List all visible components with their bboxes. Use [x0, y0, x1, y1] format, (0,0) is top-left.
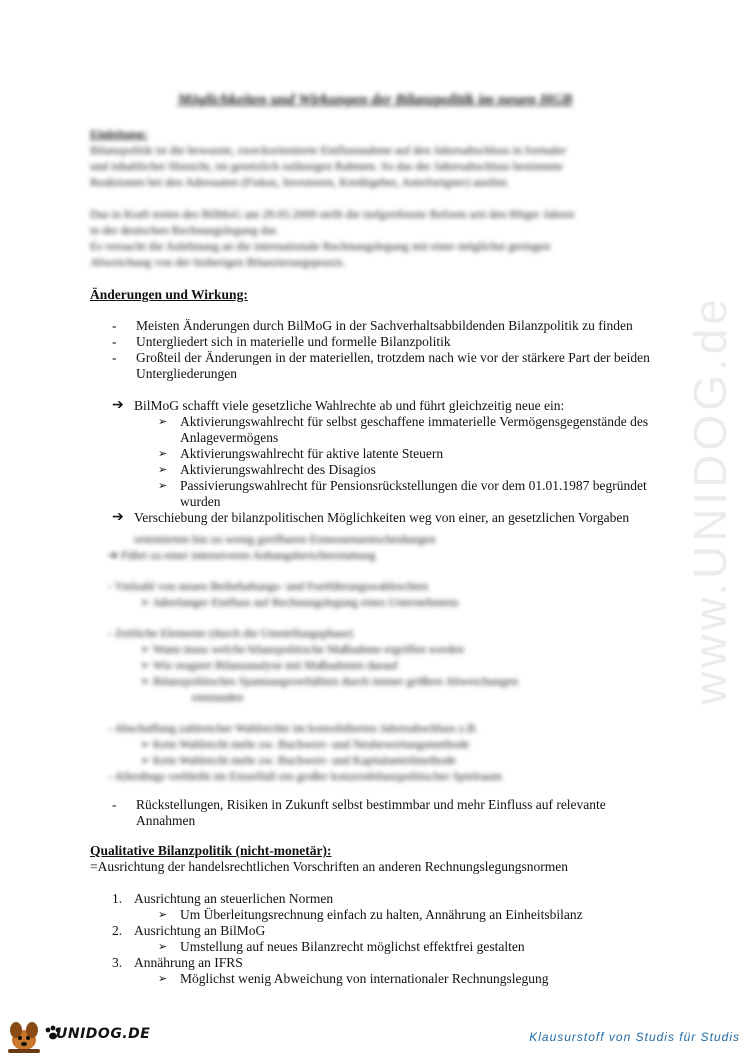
watermark-text: www.UNIDOG.de: [684, 295, 737, 705]
watermark: [684, 270, 737, 730]
blurred-line: entstanden: [192, 690, 244, 704]
sub-item-text: Aktivierungswahlrecht des Disagios: [180, 462, 376, 477]
list-item: [112, 318, 672, 334]
section-heading-aenderungen: Änderungen und Wirkung:: [90, 287, 248, 302]
intro2-line: Es versucht die Anlehnung an die internationale Rechnungslegung mit einer möglichst geringen: [90, 239, 551, 253]
blurred-line: ➢ Bilanzpolitisches Spannungsverhältnis durch immer größere Abweichungen: [140, 674, 518, 688]
blurred-line: - Vielzahl von neuen Beibehaltungs- und Fortführungswahlrechten: [108, 579, 429, 593]
arrow-bullet-icon: ➔: [112, 510, 124, 525]
list-item-text: Großteil der Änderungen in der materiellen, trotzdem nach wie vor der stärkere Part der beiden Untergliederungen: [136, 350, 650, 381]
sub-bullet-icon: ➢: [158, 973, 168, 985]
intro2-line: Abweichung von der bisherigen Bilanzierungspraxis.: [90, 255, 346, 269]
blurred-line: ➢ Wie reagiert Bilanzanalyse mit Maßnahmen darauf: [140, 658, 398, 672]
intro2-line: Das in Kraft treten des BilMoG am 29.05.2009 stellt die tiefgreifenste Reform seit den 80iger Jahren: [90, 207, 575, 221]
blurred-line: ➢ Jahrelanger Einfluss auf Rechnungslegung eines Unternehmens: [140, 595, 459, 609]
sub-list-item: [158, 446, 658, 462]
dog-icon: [8, 1022, 40, 1053]
dash-bullet: -: [112, 334, 117, 349]
list-item-text: Meisten Änderungen durch BilMoG in der Sachverhaltsabbildenden Bilanzpolitik zu finden: [136, 318, 633, 333]
arrow-item: [112, 510, 672, 526]
numbered-item-text: Ausrichtung an BilMoG: [134, 923, 266, 938]
arrow-item-text: BilMoG schafft viele gesetzliche Wahlrechte ab und führt gleichzeitig neue ein:: [134, 398, 565, 413]
list-item-text: Untergliedert sich in materielle und formelle Bilanzpolitik: [136, 334, 451, 349]
list-item-text: Rückstellungen, Risiken in Zukunft selbst bestimmbar und mehr Einfluss auf relevante Annahmen: [136, 797, 606, 828]
section-definition: =Ausrichtung der handelsrechtlichen Vorschriften an anderen Rechnungslegungsnormen: [90, 859, 568, 874]
sub-list-item: [158, 939, 658, 955]
intro-heading: Einleitung:: [90, 127, 148, 141]
sub-bullet-icon: ➢: [158, 448, 168, 460]
numbered-item: [112, 891, 672, 907]
sub-bullet-icon: ➢: [158, 909, 168, 921]
sub-item-text: Möglichst wenig Abweichung von internationaler Rechnungslegung: [180, 971, 549, 986]
dash-bullet: -: [112, 350, 117, 365]
blurred-line: ➔ Führt zu einer intensiveren Anhangsberichterstattung: [108, 548, 376, 562]
sub-item-text: Umstellung auf neues Bilanzrecht möglichst effektfrei gestalten: [180, 939, 525, 954]
sub-bullet-icon: ➢: [158, 480, 168, 492]
blurred-line: orientierten hin zu wenig greifbaren Ermessensentscheidungen: [134, 532, 436, 546]
list-item: [112, 797, 672, 829]
blurred-line: - Allerdings verbleibt im Einzelfall ein großer konzernbilanzpolitischer Spielraum: [108, 769, 502, 783]
arrow-item-text: Verschiebung der bilanzpolitischen Möglichkeiten weg von einer, an gesetzlichen Vorgaben: [134, 510, 630, 525]
list-item: [112, 334, 672, 350]
sub-list-item: [158, 971, 658, 987]
numbered-item-text: Ausrichtung an steuerlichen Normen: [134, 891, 334, 906]
item-number: 1.: [112, 891, 123, 906]
list-item: [112, 350, 672, 382]
intro-line: und inhaltlicher Hinsicht, im gesetzlich zulässigen Rahmen. So das der Jahresabschluss bestimmte: [90, 159, 563, 173]
intro2-line: in der deutschen Rechnungslegung dar.: [90, 223, 279, 237]
sub-item-text: Passivierungswahlrecht für Pensionsrückstellungen die vor dem 01.01.1987 begründet wurden: [180, 478, 647, 509]
intro-line: Bilanzpolitik ist die bewusste, zweckorientierte Einflussnahme auf den Jahresabschluss in formaler: [90, 143, 567, 157]
numbered-item-text: Annährung an IFRS: [134, 955, 243, 970]
document-title: Möglichkeiten und Wirkungen der Bilanzpolitik im neuen HGB: [177, 92, 573, 108]
intro-block: [90, 126, 650, 190]
dash-bullet: -: [112, 797, 117, 812]
item-number: 2.: [112, 923, 123, 938]
logo-text: UNIDOG.DE: [56, 1026, 151, 1042]
sub-item-text: Um Überleitungsrechnung einfach zu halten, Annährung an Einheitsbilanz: [180, 907, 583, 922]
blurred-line: ➢ Kein Wahlrecht mehr zw. Buchwert- und Neubewertungsmethode: [140, 737, 470, 751]
sub-item-text: Aktivierungswahlrecht für selbst geschaffene immaterielle Vermögensgegenstände des Anlagevermögens: [180, 414, 649, 445]
sub-list-item: [158, 414, 658, 446]
sub-bullet-icon: ➢: [158, 464, 168, 476]
intro-line: Reaktionen bei den Adressaten (Fiskus, Investoren, Kreditgeber, Anteilseigner) auslöst.: [90, 175, 510, 189]
item-number: 3.: [112, 955, 123, 970]
numbered-item: [112, 923, 672, 939]
footer-slogan: Klausurstoff von Studis für Studis: [529, 1030, 740, 1044]
numbered-item: [112, 955, 672, 971]
sub-list-item: [158, 462, 658, 478]
blurred-line: ➢ Wann muss welche bilanzpolitische Maßnahme ergriffen werden: [140, 642, 464, 656]
sub-item-text: Aktivierungswahlrecht für aktive latente Steuern: [180, 446, 444, 461]
blurred-line: - Abschaffung zahlreicher Wahlrechte im konsolidierten Jahresabschluss z.B.: [108, 721, 479, 735]
blurred-line: - Zeitliche Elemente (durch die Umstellungsphase): [108, 626, 353, 640]
sub-list-item: [158, 907, 658, 923]
arrow-bullet-icon: ➔: [112, 398, 124, 413]
dash-bullet: -: [112, 318, 117, 333]
blurred-line: ➢ Kein Wahlrecht mehr zw. Buchwert- und Kapitalanteilmethode: [140, 753, 456, 767]
section-heading-qualitativ: Qualitative Bilanzpolitik (nicht-monetär):: [90, 843, 332, 858]
intro2-block: [90, 206, 650, 270]
arrow-item: [112, 398, 672, 414]
sub-bullet-icon: ➢: [158, 941, 168, 953]
sub-bullet-icon: ➢: [158, 416, 168, 428]
sub-list-item: [158, 478, 658, 510]
